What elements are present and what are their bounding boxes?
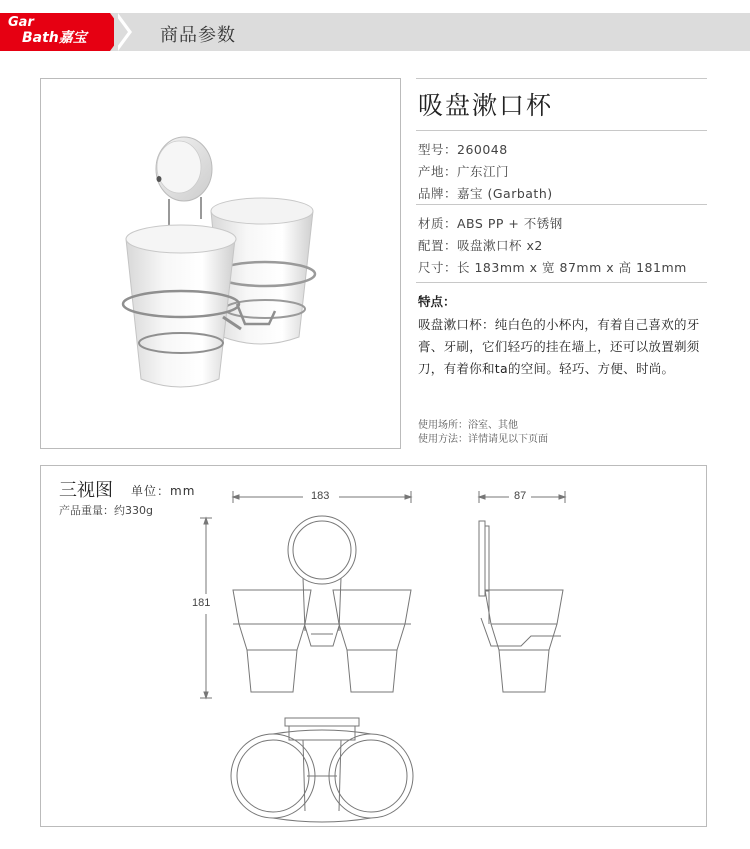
logo-text-bottom: Bath嘉宝 <box>22 30 87 46</box>
usage-place: 使用场所：浴室、其他 <box>418 420 518 431</box>
dim-height-label: 181 <box>192 597 211 609</box>
spec-size: 尺寸：长 183mm x 宽 87mm x 高 181mm <box>418 260 687 275</box>
divider <box>416 78 707 79</box>
three-view-drawing <box>40 465 707 827</box>
divider <box>416 130 707 131</box>
product-illustration <box>41 79 402 450</box>
spec-config: 配置：吸盘漱口杯 x2 <box>418 238 543 253</box>
brand-logo <box>0 13 110 51</box>
divider <box>416 204 707 205</box>
technical-drawing-svg <box>41 466 708 828</box>
product-name: 吸盘漱口杯 <box>418 91 554 120</box>
views-title: 三视图 <box>59 480 113 501</box>
logo-text-top: Gar <box>8 15 34 30</box>
dim-depth-label: 87 <box>514 490 527 502</box>
spec-brand: 品牌：嘉宝 (Garbath) <box>418 186 553 201</box>
spec-model: 型号：260048 <box>418 142 508 157</box>
features-text: 吸盘漱口杯：纯白色的小杯内，有着自己喜欢的牙膏、牙刷，它们轻巧的挂在墙上，还可以放置剃须刀，有着你和ta的空间。轻巧、方便、时尚。 <box>418 317 700 376</box>
product-weight: 产品重量：约330g <box>59 504 153 517</box>
usage-method: 使用方法：详情请见以下页面 <box>418 434 548 445</box>
spec-origin: 产地：广东江门 <box>418 164 510 179</box>
divider <box>416 282 707 283</box>
features-title: 特点： <box>418 294 456 309</box>
product-photo <box>40 78 401 449</box>
header-bar <box>0 13 750 51</box>
section-title: 商品参数 <box>160 25 236 46</box>
views-unit: 单位：mm <box>131 484 196 498</box>
spec-material: 材质：ABS PP + 不锈钢 <box>418 216 563 231</box>
logo-chevron-fill <box>114 13 128 51</box>
dim-width-label: 183 <box>311 490 330 502</box>
